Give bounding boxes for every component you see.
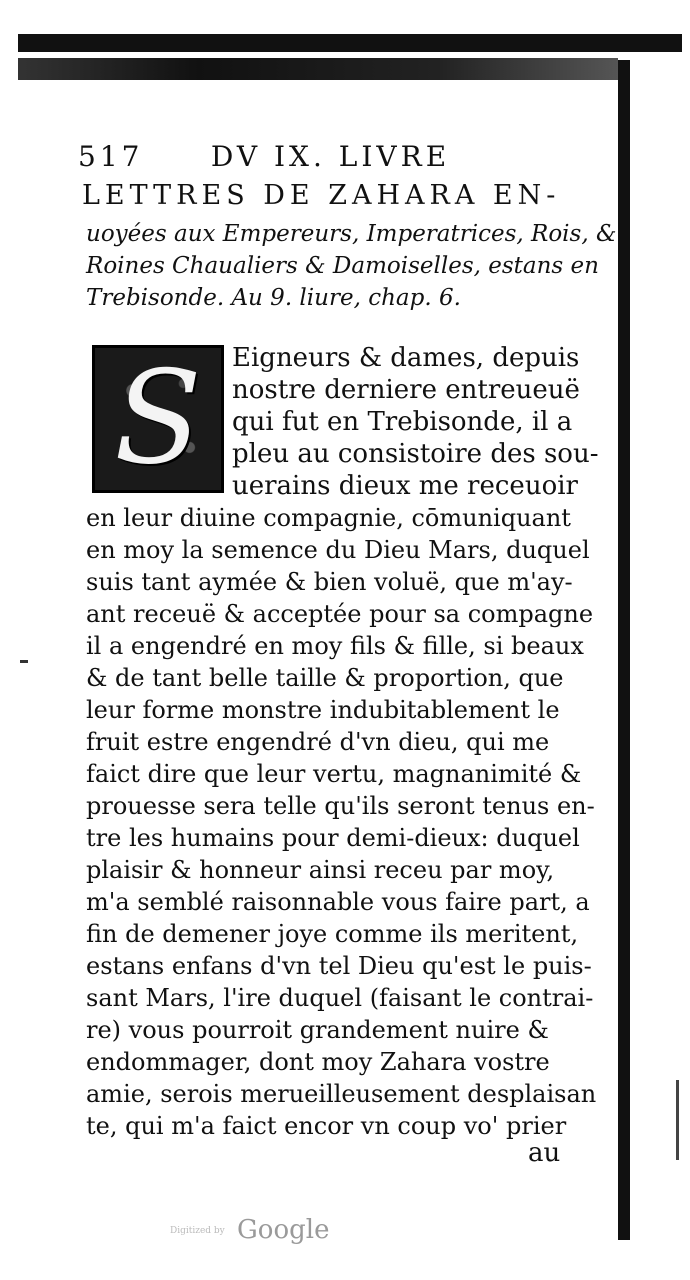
text-line: te, qui m'a faict encor vn coup vo' prier xyxy=(86,1112,567,1140)
digitization-watermark xyxy=(170,1215,329,1245)
section-subtitle xyxy=(86,218,617,314)
initial-letter: S xyxy=(114,344,202,493)
text-line: suis tant aymée & bien voluë, que m'ay- xyxy=(86,568,573,596)
text-line: il a engendré en moy fils & fille, si beaux xyxy=(86,632,584,660)
running-head xyxy=(78,140,598,180)
section-title: LETTRES DE ZAHARA EN- xyxy=(82,180,561,211)
watermark-brand: Google xyxy=(237,1215,330,1245)
catchword: au xyxy=(528,1138,561,1168)
text-line: ant receuë & acceptée pour sa compagne xyxy=(86,600,594,628)
text-line: qui fut en Trebisonde, il a xyxy=(232,407,573,437)
text-line: amie, serois merueilleusement desplaisan xyxy=(86,1080,597,1108)
text-line: plaisir & honneur ainsi receu par moy, xyxy=(86,856,555,884)
text-line: prouesse sera telle qu'ils seront tenus en- xyxy=(86,792,595,820)
text-line: m'a semblé raisonnable vous faire part, a xyxy=(86,888,590,916)
page-edge-right xyxy=(618,60,630,1240)
subtitle-line: Roines Chaualiers & Damoiselles, estans en xyxy=(86,253,599,279)
subtitle-line: uoyées aux Empereurs, Imperatrices, Rois, & xyxy=(86,221,617,247)
watermark-prefix: Digitized by xyxy=(170,1226,225,1236)
scan-border-shadow xyxy=(18,58,618,80)
text-line: endommager, dont moy Zahara vostre xyxy=(86,1048,550,1076)
text-line: nostre derniere entreueuë xyxy=(232,375,580,405)
subtitle-line: Trebisonde. Au 9. liure, chap. 6. xyxy=(86,285,461,311)
text-line: & de tant belle taille & proportion, que xyxy=(86,664,564,692)
text-line: re) vous pourroit grandement nuire & xyxy=(86,1016,549,1044)
running-title: DV IX. LIVRE xyxy=(210,140,451,173)
text-line: uerains dieux me receuoir xyxy=(232,471,578,501)
text-line: Eigneurs & dames, depuis xyxy=(232,343,580,373)
text-line: pleu au consistoire des sou- xyxy=(232,439,599,469)
text-line: faict dire que leur vertu, magnanimité & xyxy=(86,760,582,788)
text-line: en moy la semence du Dieu Mars, duquel xyxy=(86,536,590,564)
page-number: 517 xyxy=(78,140,144,173)
ornamental-initial xyxy=(92,345,224,493)
text-line: en leur diuine compagnie, cōmuniquant xyxy=(86,504,571,532)
text-line: leur forme monstre indubitablement le xyxy=(86,696,560,724)
text-line: fruit estre engendré d'vn dieu, qui me xyxy=(86,728,550,756)
page-edge-mark xyxy=(676,1080,679,1160)
text-line: sant Mars, l'ire duquel (faisant le contrai- xyxy=(86,984,594,1012)
text-line: estans enfans d'vn tel Dieu qu'est le puis- xyxy=(86,952,592,980)
margin-mark xyxy=(20,660,28,663)
text-line: fin de demener joye comme ils meritent, xyxy=(86,920,579,948)
text-line: tre les humains pour demi-dieux: duquel xyxy=(86,824,580,852)
scan-border-top xyxy=(18,34,682,52)
